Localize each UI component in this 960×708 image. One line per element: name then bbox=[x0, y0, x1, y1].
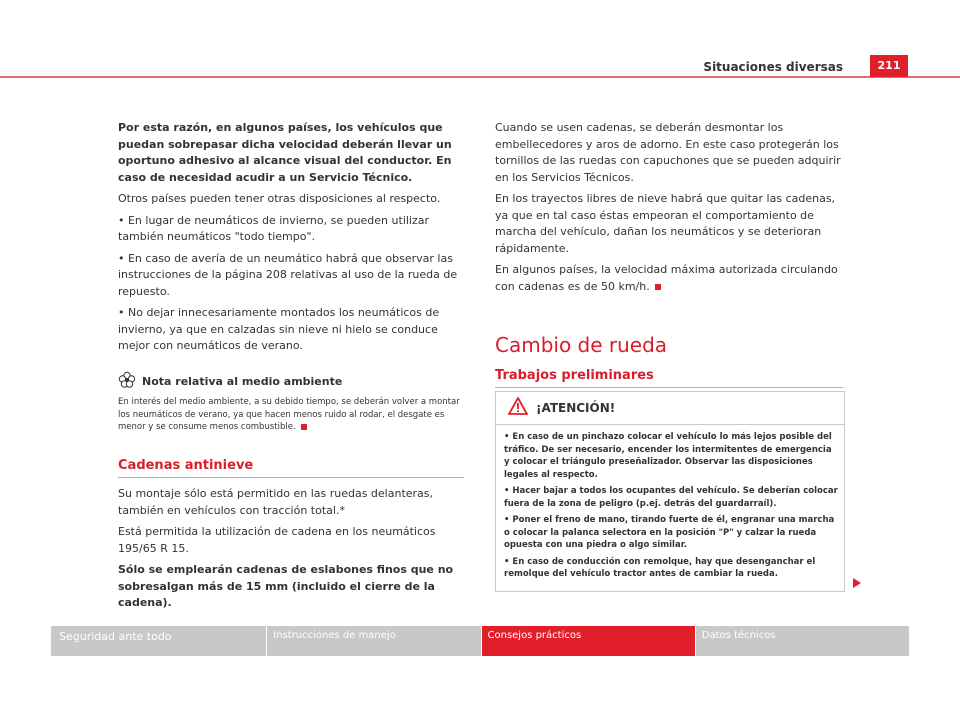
header-rule bbox=[0, 76, 960, 78]
paragraph-bold-intro: Por esta razón, en algunos países, los vehículos que puedan sobrepasar dicha velocidad deberán llevar un oportuno adhesivo al alcance visual del conductor. En caso de necesidad acudir a un Servicio Técnico. bbox=[118, 121, 452, 184]
warning-body bbox=[496, 425, 844, 581]
tab-technical-data[interactable]: Datos técnicos bbox=[696, 626, 910, 656]
warning-item: • En caso de un pinchazo colocar el vehículo lo más lejos posible del tráfico. De ser necesario, encender los intermitentes de emergencia y colocar el triángulo preseñalizador. Observar las disposiciones legales al respecto. bbox=[504, 432, 832, 480]
heading-wheel-change: Cambio de rueda bbox=[495, 333, 668, 357]
bullet-item: • No dejar innecesariamente montados los neumáticos de invierno, ya que en calzadas sin nieve ni hielo se conduce mejor con neumáticos de verano. bbox=[118, 306, 440, 352]
warning-title: ¡ATENCIÓN! bbox=[536, 401, 616, 415]
tab-safety[interactable]: Seguridad ante todo bbox=[51, 626, 267, 656]
heading-snow-chains: Cadenas antinieve bbox=[118, 458, 464, 479]
page-number: 211 bbox=[870, 55, 908, 77]
continue-arrow-icon bbox=[853, 578, 861, 588]
heading-preliminary-work: Trabajos preliminares bbox=[495, 368, 843, 389]
right-column bbox=[495, 120, 843, 388]
environment-flower-icon bbox=[118, 371, 136, 395]
paragraph: En los trayectos libres de nieve habrá que quitar las cadenas, ya que en tal caso éstas empeoran el comportamiento de marcha del vehículo, dañan los neumáticos y se deterioran rápidamente. bbox=[495, 192, 836, 255]
warning-box bbox=[495, 391, 845, 592]
warning-item: • Hacer bajar a todos los ocupantes del vehículo. Se deberían colocar fuera de la zona de peligro (p.ej. detrás del guardarraíl). bbox=[504, 486, 838, 509]
environment-note-title: Nota relativa al medio ambiente bbox=[142, 375, 343, 388]
end-mark-icon bbox=[655, 284, 661, 290]
paragraph-text: En algunos países, la velocidad máxima autorizada circulando con cadenas es de 50 km/h. bbox=[495, 263, 838, 293]
warning-item: • Poner el freno de mano, tirando fuerte de él, engranar una marcha o colocar la palanca selectora en la posición "P" y calzar la rueda opuesta con una piedra o algo similar. bbox=[504, 515, 835, 550]
paragraph: Su montaje sólo está permitido en las ruedas delanteras, también en vehículos con tracción total.* bbox=[118, 487, 434, 517]
environment-note-header bbox=[118, 371, 464, 395]
environment-note-body: En interés del medio ambiente, a su debido tiempo, se deberán volver a montar los neumáticos de verano, ya que hacen menos ruido al rodar, el desgate es menor y se consume menos combustible. bbox=[118, 397, 460, 432]
warning-triangle-icon bbox=[508, 397, 528, 419]
warning-item: • En caso de conducción con remolque, hay que desenganchar el remolque del vehículo tractor antes de cambiar la rueda. bbox=[504, 556, 816, 579]
bullet-item: • En lugar de neumáticos de invierno, se pueden utilizar también neumáticos "todo tiempo". bbox=[118, 213, 430, 243]
paragraph: Cuando se usen cadenas, se deberán desmontar los embellecedores y aros de adorno. En este caso protegerán los tornillos de las ruedas con capuchones que se pueden adquirir en los Servicios Técnicos. bbox=[495, 121, 841, 184]
footer-tabs bbox=[51, 626, 910, 656]
left-column bbox=[118, 120, 464, 617]
paragraph-bold: Sólo se emplearán cadenas de eslabones finos que no sobresalgan más de 15 mm (incluido el cierre de la cadena). bbox=[118, 563, 454, 609]
tab-practical-tips[interactable]: Consejos prácticos bbox=[482, 626, 696, 656]
paragraph: Otros países pueden tener otras disposiciones al respecto. bbox=[118, 192, 441, 205]
tab-operating-instructions[interactable]: Instrucciones de manejo bbox=[267, 626, 481, 656]
bullet-item: • En caso de avería de un neumático habrá que observar las instrucciones de la página 208 relativas al uso de la rueda de repuesto. bbox=[118, 251, 458, 298]
paragraph-with-endmark bbox=[495, 262, 843, 295]
warning-header bbox=[496, 392, 844, 425]
paragraph: Está permitida la utilización de cadena en los neumáticos 195/65 R 15. bbox=[118, 525, 436, 555]
section-title: Situaciones diversas bbox=[703, 60, 843, 74]
environment-note-text bbox=[118, 396, 464, 434]
end-mark-icon bbox=[301, 424, 307, 430]
